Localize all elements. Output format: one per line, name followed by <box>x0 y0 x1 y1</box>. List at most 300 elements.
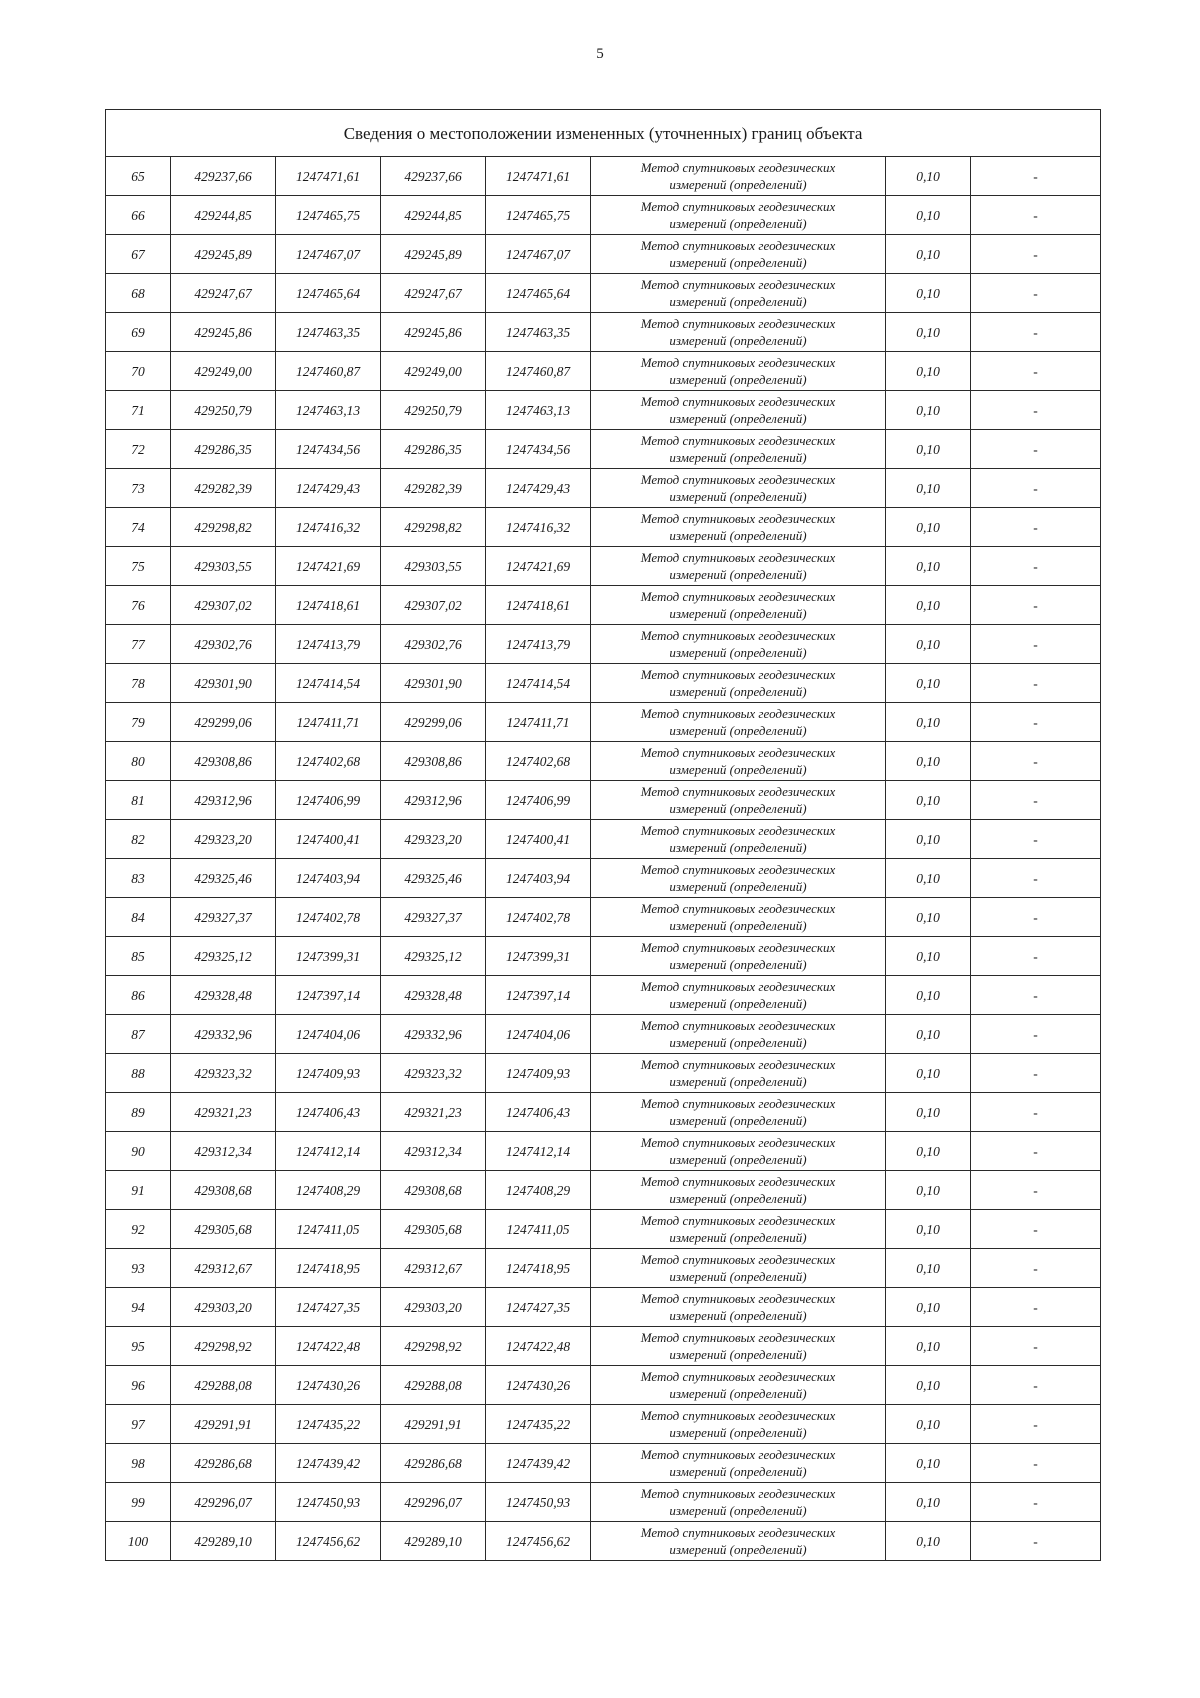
table-row <box>106 1171 1101 1210</box>
precision-value: 0,10 <box>886 1132 971 1171</box>
refined-y: 1247463,35 <box>486 313 591 352</box>
determination-method <box>591 274 886 313</box>
precision-value: 0,10 <box>886 1015 971 1054</box>
boundary-coordinates-table <box>105 109 1101 1561</box>
method-line-1: Метод спутниковых геодезических <box>640 979 836 994</box>
table-row <box>106 1405 1101 1444</box>
method-line-1: Метод спутниковых геодезических <box>640 901 836 916</box>
existing-x: 429299,06 <box>171 703 276 742</box>
precision-value: 0,10 <box>886 469 971 508</box>
refined-x: 429245,89 <box>381 235 486 274</box>
method-line-2: измерений (определений) <box>669 684 807 699</box>
point-number: 68 <box>106 274 171 313</box>
table-row <box>106 274 1101 313</box>
note-value: - <box>971 508 1101 547</box>
table-row <box>106 1483 1101 1522</box>
refined-x: 429312,34 <box>381 1132 486 1171</box>
existing-y: 1247429,43 <box>276 469 381 508</box>
table-row <box>106 625 1101 664</box>
precision-value: 0,10 <box>886 1171 971 1210</box>
method-line-2: измерений (определений) <box>669 450 807 465</box>
precision-value: 0,10 <box>886 625 971 664</box>
table-row <box>106 157 1101 196</box>
point-number: 76 <box>106 586 171 625</box>
point-number: 98 <box>106 1444 171 1483</box>
point-number: 97 <box>106 1405 171 1444</box>
refined-y: 1247450,93 <box>486 1483 591 1522</box>
table-row <box>106 1288 1101 1327</box>
determination-method <box>591 937 886 976</box>
table-row <box>106 586 1101 625</box>
existing-x: 429312,96 <box>171 781 276 820</box>
table-row <box>106 391 1101 430</box>
precision-value: 0,10 <box>886 1288 971 1327</box>
method-line-2: измерений (определений) <box>669 1191 807 1206</box>
existing-y: 1247413,79 <box>276 625 381 664</box>
existing-x: 429282,39 <box>171 469 276 508</box>
precision-value: 0,10 <box>886 664 971 703</box>
note-value: - <box>971 976 1101 1015</box>
determination-method <box>591 196 886 235</box>
refined-x: 429299,06 <box>381 703 486 742</box>
point-number: 71 <box>106 391 171 430</box>
method-line-2: измерений (определений) <box>669 1503 807 1518</box>
precision-value: 0,10 <box>886 1054 971 1093</box>
table-row <box>106 976 1101 1015</box>
precision-value: 0,10 <box>886 274 971 313</box>
refined-x: 429237,66 <box>381 157 486 196</box>
refined-y: 1247418,95 <box>486 1249 591 1288</box>
existing-x: 429250,79 <box>171 391 276 430</box>
point-number: 86 <box>106 976 171 1015</box>
refined-y: 1247400,41 <box>486 820 591 859</box>
method-line-2: измерений (определений) <box>669 333 807 348</box>
note-value: - <box>971 430 1101 469</box>
existing-y: 1247450,93 <box>276 1483 381 1522</box>
table-row <box>106 937 1101 976</box>
refined-y: 1247409,93 <box>486 1054 591 1093</box>
refined-x: 429282,39 <box>381 469 486 508</box>
existing-y: 1247414,54 <box>276 664 381 703</box>
method-line-2: измерений (определений) <box>669 957 807 972</box>
precision-value: 0,10 <box>886 1093 971 1132</box>
table-row <box>106 1015 1101 1054</box>
refined-x: 429325,46 <box>381 859 486 898</box>
note-value: - <box>971 1171 1101 1210</box>
method-line-1: Метод спутниковых геодезических <box>640 1369 836 1384</box>
note-value: - <box>971 1522 1101 1561</box>
existing-x: 429245,86 <box>171 313 276 352</box>
refined-y: 1247430,26 <box>486 1366 591 1405</box>
precision-value: 0,10 <box>886 976 971 1015</box>
refined-y: 1247403,94 <box>486 859 591 898</box>
refined-x: 429298,92 <box>381 1327 486 1366</box>
method-line-1: Метод спутниковых геодезических <box>640 1252 836 1267</box>
table-row <box>106 235 1101 274</box>
point-number: 66 <box>106 196 171 235</box>
note-value: - <box>971 391 1101 430</box>
existing-x: 429308,86 <box>171 742 276 781</box>
refined-x: 429286,35 <box>381 430 486 469</box>
table-caption: Сведения о местоположении измененных (уточненных) границ объекта <box>106 110 1101 157</box>
method-line-2: измерений (определений) <box>669 372 807 387</box>
refined-y: 1247429,43 <box>486 469 591 508</box>
method-line-2: измерений (определений) <box>669 255 807 270</box>
method-line-2: измерений (определений) <box>669 216 807 231</box>
refined-x: 429289,10 <box>381 1522 486 1561</box>
existing-x: 429302,76 <box>171 625 276 664</box>
refined-y: 1247422,48 <box>486 1327 591 1366</box>
refined-y: 1247421,69 <box>486 547 591 586</box>
method-line-1: Метод спутниковых геодезических <box>640 472 836 487</box>
existing-x: 429291,91 <box>171 1405 276 1444</box>
precision-value: 0,10 <box>886 508 971 547</box>
precision-value: 0,10 <box>886 1249 971 1288</box>
precision-value: 0,10 <box>886 703 971 742</box>
point-number: 92 <box>106 1210 171 1249</box>
existing-y: 1247406,99 <box>276 781 381 820</box>
existing-x: 429323,32 <box>171 1054 276 1093</box>
precision-value: 0,10 <box>886 547 971 586</box>
note-value: - <box>971 235 1101 274</box>
point-number: 74 <box>106 508 171 547</box>
method-line-2: измерений (определений) <box>669 1269 807 1284</box>
refined-x: 429305,68 <box>381 1210 486 1249</box>
method-line-2: измерений (определений) <box>669 411 807 426</box>
determination-method <box>591 391 886 430</box>
refined-x: 429312,67 <box>381 1249 486 1288</box>
point-number: 88 <box>106 1054 171 1093</box>
existing-x: 429245,89 <box>171 235 276 274</box>
point-number: 83 <box>106 859 171 898</box>
method-line-1: Метод спутниковых геодезических <box>640 1330 836 1345</box>
existing-y: 1247422,48 <box>276 1327 381 1366</box>
method-line-2: измерений (определений) <box>669 294 807 309</box>
point-number: 70 <box>106 352 171 391</box>
determination-method <box>591 1483 886 1522</box>
note-value: - <box>971 1366 1101 1405</box>
existing-x: 429308,68 <box>171 1171 276 1210</box>
refined-y: 1247404,06 <box>486 1015 591 1054</box>
method-line-2: измерений (определений) <box>669 606 807 621</box>
refined-y: 1247465,75 <box>486 196 591 235</box>
refined-x: 429328,48 <box>381 976 486 1015</box>
point-number: 94 <box>106 1288 171 1327</box>
determination-method <box>591 625 886 664</box>
existing-y: 1247467,07 <box>276 235 381 274</box>
precision-value: 0,10 <box>886 430 971 469</box>
existing-x: 429321,23 <box>171 1093 276 1132</box>
determination-method <box>591 703 886 742</box>
precision-value: 0,10 <box>886 898 971 937</box>
refined-y: 1247411,05 <box>486 1210 591 1249</box>
method-line-1: Метод спутниковых геодезических <box>640 394 836 409</box>
existing-x: 429305,68 <box>171 1210 276 1249</box>
refined-x: 429332,96 <box>381 1015 486 1054</box>
existing-x: 429327,37 <box>171 898 276 937</box>
note-value: - <box>971 859 1101 898</box>
method-line-2: измерений (определений) <box>669 762 807 777</box>
note-value: - <box>971 898 1101 937</box>
determination-method <box>591 664 886 703</box>
table-row <box>106 1210 1101 1249</box>
refined-x: 429312,96 <box>381 781 486 820</box>
method-line-2: измерений (определений) <box>669 177 807 192</box>
refined-x: 429286,68 <box>381 1444 486 1483</box>
method-line-2: измерений (определений) <box>669 1035 807 1050</box>
method-line-2: измерений (определений) <box>669 1464 807 1479</box>
method-line-1: Метод спутниковых геодезических <box>640 823 836 838</box>
method-line-2: измерений (определений) <box>669 1542 807 1557</box>
table-row <box>106 1132 1101 1171</box>
method-line-2: измерений (определений) <box>669 567 807 582</box>
existing-y: 1247411,05 <box>276 1210 381 1249</box>
refined-y: 1247418,61 <box>486 586 591 625</box>
point-number: 85 <box>106 937 171 976</box>
existing-y: 1247421,69 <box>276 547 381 586</box>
refined-x: 429323,20 <box>381 820 486 859</box>
determination-method <box>591 313 886 352</box>
method-line-2: измерений (определений) <box>669 1347 807 1362</box>
table-row <box>106 664 1101 703</box>
precision-value: 0,10 <box>886 859 971 898</box>
determination-method <box>591 1132 886 1171</box>
refined-x: 429308,86 <box>381 742 486 781</box>
point-number: 78 <box>106 664 171 703</box>
table-row <box>106 820 1101 859</box>
precision-value: 0,10 <box>886 937 971 976</box>
table-row <box>106 1093 1101 1132</box>
method-line-2: измерений (определений) <box>669 1152 807 1167</box>
refined-x: 429303,55 <box>381 547 486 586</box>
precision-value: 0,10 <box>886 1405 971 1444</box>
precision-value: 0,10 <box>886 1327 971 1366</box>
determination-method <box>591 430 886 469</box>
table-row <box>106 703 1101 742</box>
existing-y: 1247397,14 <box>276 976 381 1015</box>
table-row <box>106 508 1101 547</box>
refined-y: 1247456,62 <box>486 1522 591 1561</box>
method-line-1: Метод спутниковых геодезических <box>640 862 836 877</box>
precision-value: 0,10 <box>886 235 971 274</box>
note-value: - <box>971 1210 1101 1249</box>
table-row <box>106 430 1101 469</box>
method-line-1: Метод спутниковых геодезических <box>640 1486 836 1501</box>
existing-y: 1247465,64 <box>276 274 381 313</box>
refined-y: 1247399,31 <box>486 937 591 976</box>
method-line-2: измерений (определений) <box>669 1230 807 1245</box>
table-row <box>106 547 1101 586</box>
method-line-1: Метод спутниковых геодезических <box>640 1408 836 1423</box>
refined-y: 1247411,71 <box>486 703 591 742</box>
note-value: - <box>971 196 1101 235</box>
determination-method <box>591 235 886 274</box>
determination-method <box>591 1249 886 1288</box>
refined-x: 429296,07 <box>381 1483 486 1522</box>
point-number: 84 <box>106 898 171 937</box>
note-value: - <box>971 274 1101 313</box>
table-row <box>106 469 1101 508</box>
existing-y: 1247400,41 <box>276 820 381 859</box>
precision-value: 0,10 <box>886 742 971 781</box>
precision-value: 0,10 <box>886 196 971 235</box>
refined-x: 429288,08 <box>381 1366 486 1405</box>
refined-y: 1247402,68 <box>486 742 591 781</box>
existing-y: 1247409,93 <box>276 1054 381 1093</box>
existing-y: 1247406,43 <box>276 1093 381 1132</box>
refined-y: 1247460,87 <box>486 352 591 391</box>
note-value: - <box>971 469 1101 508</box>
note-value: - <box>971 1249 1101 1288</box>
refined-x: 429302,76 <box>381 625 486 664</box>
refined-x: 429307,02 <box>381 586 486 625</box>
refined-y: 1247471,61 <box>486 157 591 196</box>
point-number: 75 <box>106 547 171 586</box>
determination-method <box>591 976 886 1015</box>
existing-y: 1247404,06 <box>276 1015 381 1054</box>
method-line-2: измерений (определений) <box>669 1113 807 1128</box>
method-line-2: измерений (определений) <box>669 1074 807 1089</box>
existing-x: 429325,12 <box>171 937 276 976</box>
existing-y: 1247418,61 <box>276 586 381 625</box>
method-line-1: Метод спутниковых геодезических <box>640 199 836 214</box>
refined-x: 429301,90 <box>381 664 486 703</box>
refined-y: 1247465,64 <box>486 274 591 313</box>
refined-x: 429327,37 <box>381 898 486 937</box>
method-line-2: измерений (определений) <box>669 918 807 933</box>
note-value: - <box>971 1327 1101 1366</box>
refined-x: 429308,68 <box>381 1171 486 1210</box>
precision-value: 0,10 <box>886 1483 971 1522</box>
refined-x: 429245,86 <box>381 313 486 352</box>
refined-y: 1247413,79 <box>486 625 591 664</box>
point-number: 73 <box>106 469 171 508</box>
method-line-1: Метод спутниковых геодезических <box>640 1057 836 1072</box>
determination-method <box>591 586 886 625</box>
point-number: 77 <box>106 625 171 664</box>
method-line-1: Метод спутниковых геодезических <box>640 1018 836 1033</box>
method-line-1: Метод спутниковых геодезических <box>640 784 836 799</box>
table-row <box>106 196 1101 235</box>
precision-value: 0,10 <box>886 313 971 352</box>
method-line-1: Метод спутниковых геодезических <box>640 550 836 565</box>
note-value: - <box>971 1015 1101 1054</box>
existing-x: 429288,08 <box>171 1366 276 1405</box>
method-line-1: Метод спутниковых геодезических <box>640 1525 836 1540</box>
refined-x: 429323,32 <box>381 1054 486 1093</box>
note-value: - <box>971 937 1101 976</box>
method-line-1: Метод спутниковых геодезических <box>640 589 836 604</box>
determination-method <box>591 157 886 196</box>
existing-y: 1247412,14 <box>276 1132 381 1171</box>
refined-y: 1247467,07 <box>486 235 591 274</box>
note-value: - <box>971 547 1101 586</box>
method-line-2: измерений (определений) <box>669 723 807 738</box>
refined-y: 1247406,43 <box>486 1093 591 1132</box>
precision-value: 0,10 <box>886 1210 971 1249</box>
existing-x: 429312,67 <box>171 1249 276 1288</box>
determination-method <box>591 742 886 781</box>
refined-y: 1247434,56 <box>486 430 591 469</box>
method-line-1: Метод спутниковых геодезических <box>640 628 836 643</box>
refined-y: 1247463,13 <box>486 391 591 430</box>
method-line-1: Метод спутниковых геодезических <box>640 316 836 331</box>
note-value: - <box>971 742 1101 781</box>
method-line-2: измерений (определений) <box>669 840 807 855</box>
existing-x: 429303,20 <box>171 1288 276 1327</box>
refined-y: 1247427,35 <box>486 1288 591 1327</box>
point-number: 82 <box>106 820 171 859</box>
determination-method <box>591 1171 886 1210</box>
determination-method <box>591 1288 886 1327</box>
precision-value: 0,10 <box>886 586 971 625</box>
precision-value: 0,10 <box>886 820 971 859</box>
note-value: - <box>971 1093 1101 1132</box>
existing-x: 429298,92 <box>171 1327 276 1366</box>
existing-x: 429323,20 <box>171 820 276 859</box>
refined-y: 1247406,99 <box>486 781 591 820</box>
point-number: 89 <box>106 1093 171 1132</box>
existing-y: 1247456,62 <box>276 1522 381 1561</box>
method-line-2: измерений (определений) <box>669 645 807 660</box>
method-line-1: Метод спутниковых геодезических <box>640 511 836 526</box>
table-row <box>106 1249 1101 1288</box>
table-row <box>106 1444 1101 1483</box>
method-line-1: Метод спутниковых геодезических <box>640 1213 836 1228</box>
determination-method <box>591 1366 886 1405</box>
determination-method <box>591 898 886 937</box>
method-line-1: Метод спутниковых геодезических <box>640 1096 836 1111</box>
determination-method <box>591 1210 886 1249</box>
existing-x: 429286,68 <box>171 1444 276 1483</box>
existing-y: 1247434,56 <box>276 430 381 469</box>
refined-x: 429247,67 <box>381 274 486 313</box>
point-number: 99 <box>106 1483 171 1522</box>
method-line-1: Метод спутниковых геодезических <box>640 1135 836 1150</box>
refined-y: 1247408,29 <box>486 1171 591 1210</box>
refined-x: 429244,85 <box>381 196 486 235</box>
note-value: - <box>971 1444 1101 1483</box>
method-line-2: измерений (определений) <box>669 801 807 816</box>
point-number: 90 <box>106 1132 171 1171</box>
refined-y: 1247439,42 <box>486 1444 591 1483</box>
table-row <box>106 313 1101 352</box>
note-value: - <box>971 1288 1101 1327</box>
determination-method <box>591 1093 886 1132</box>
existing-x: 429332,96 <box>171 1015 276 1054</box>
existing-y: 1247430,26 <box>276 1366 381 1405</box>
table-row <box>106 1327 1101 1366</box>
existing-y: 1247471,61 <box>276 157 381 196</box>
existing-y: 1247402,68 <box>276 742 381 781</box>
method-line-2: измерений (определений) <box>669 1386 807 1401</box>
method-line-1: Метод спутниковых геодезических <box>640 667 836 682</box>
existing-y: 1247416,32 <box>276 508 381 547</box>
point-number: 100 <box>106 1522 171 1561</box>
determination-method <box>591 1015 886 1054</box>
method-line-1: Метод спутниковых геодезических <box>640 706 836 721</box>
method-line-2: измерений (определений) <box>669 1308 807 1323</box>
method-line-1: Метод спутниковых геодезических <box>640 160 836 175</box>
determination-method <box>591 859 886 898</box>
existing-x: 429301,90 <box>171 664 276 703</box>
existing-x: 429244,85 <box>171 196 276 235</box>
table-row <box>106 859 1101 898</box>
refined-y: 1247416,32 <box>486 508 591 547</box>
note-value: - <box>971 1054 1101 1093</box>
table-row <box>106 781 1101 820</box>
determination-method <box>591 547 886 586</box>
